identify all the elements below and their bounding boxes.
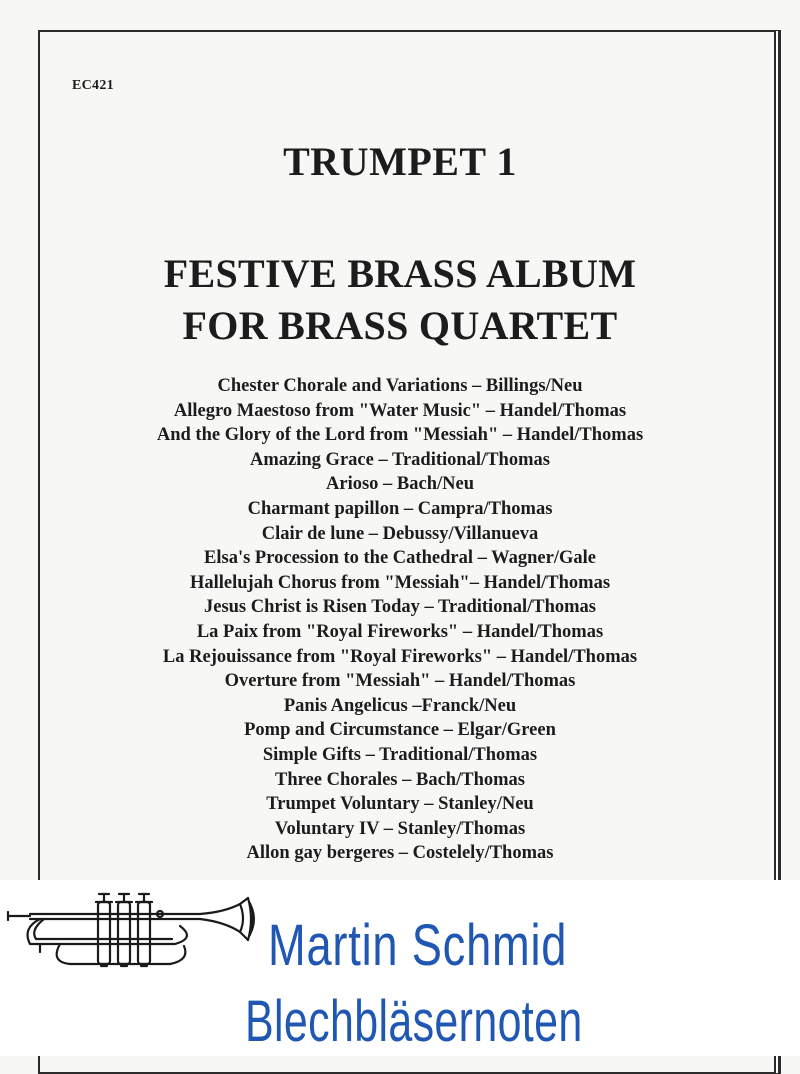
contents-item: Hallelujah Chorus from "Messiah"– Handel/Thomas — [189, 572, 611, 593]
album-title — [0, 248, 800, 352]
publisher-tagline: Blechbläsernoten — [245, 989, 583, 1054]
contents-item: Chester Chorale and Variations – Billings/Neu — [217, 376, 583, 396]
contents-item: And the Glory of the Lord from "Messiah" – Handel/Thomas — [156, 425, 644, 446]
publisher-name: Martin Schmid — [268, 913, 568, 978]
album-title-line-1: FESTIVE BRASS ALBUM — [163, 251, 637, 296]
contents-item: Trumpet Voluntary – Stanley/Neu — [266, 794, 534, 815]
contents-item: Amazing Grace – Traditional/Thomas — [250, 449, 550, 470]
contents-item: Allegro Maestoso from "Water Music" – Handel/Thomas — [173, 400, 627, 421]
contents-item: Pomp and Circumstance – Elgar/Green — [244, 720, 556, 741]
part-title: TRUMPET 1 — [283, 139, 517, 184]
contents-item: La Rejouissance from "Royal Fireworks" – Handel/Thomas — [162, 646, 638, 667]
contents-item: La Paix from "Royal Fireworks" – Handel/Thomas — [196, 621, 604, 642]
contents-item: Charmant papillon – Campra/Thomas — [247, 498, 553, 519]
contents-item: Arioso – Bach/Neu — [326, 474, 474, 495]
contents-item: Jesus Christ is Risen Today – Traditional/Thomas — [203, 597, 597, 618]
contents-item: Voluntary IV – Stanley/Thomas — [274, 818, 526, 839]
contents-item: Overture from "Messiah" – Handel/Thomas — [224, 671, 576, 692]
trumpet-icon — [0, 892, 300, 982]
contents-item: Allon gay bergeres – Costelely/Thomas — [246, 843, 554, 864]
album-title-line-2: FOR BRASS QUARTET — [182, 303, 618, 348]
contents-item: Simple Gifts – Traditional/Thomas — [262, 744, 538, 765]
contents-item: Elsa's Procession to the Cathedral – Wagner/Gale — [204, 548, 596, 569]
contents-item: Panis Angelicus –Franck/Neu — [283, 695, 517, 716]
catalog-number: EC421 — [72, 78, 114, 93]
contents-list — [0, 374, 800, 866]
contents-item: Clair de lune – Debussy/Villanueva — [261, 523, 539, 544]
contents-item: Three Chorales – Bach/Thomas — [275, 769, 525, 790]
